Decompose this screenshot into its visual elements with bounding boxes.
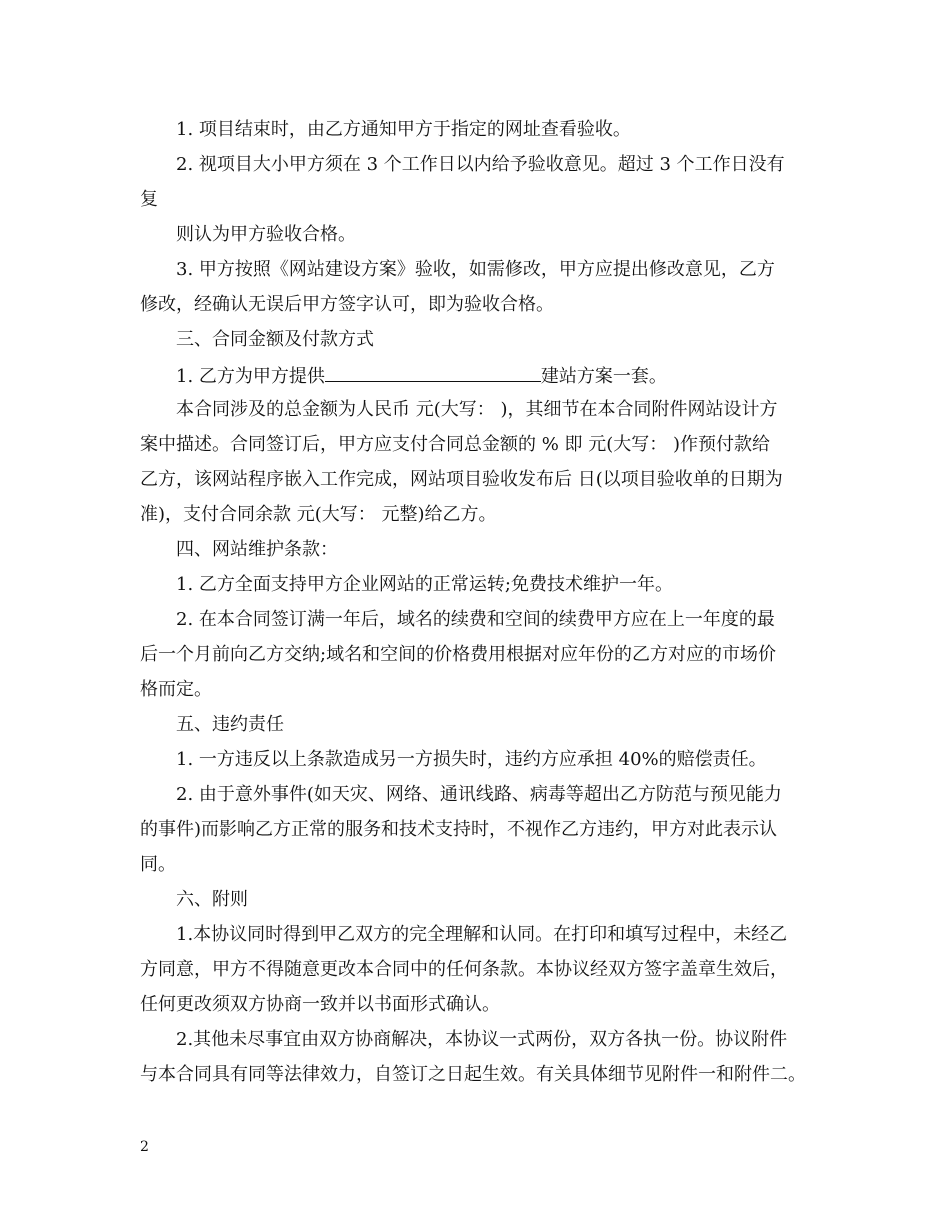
paragraph-line: 2. 在本合同签订满一年后，域名的续费和空间的续费甲方应在上一年度的最	[176, 609, 775, 630]
line-text: 1. 乙方为甲方提供	[176, 366, 325, 387]
paragraph-line: 3. 甲方按照《网站建设方案》验收，如需修改，甲方应提出修改意见，乙方	[176, 259, 775, 280]
section-heading: 四、网站维护条款：	[176, 539, 338, 560]
paragraph-line: 同。	[140, 854, 176, 875]
paragraph-line: 准)，支付合同余款 元(大写： 元整)给乙方。	[140, 504, 497, 525]
paragraph-line: 乙方，该网站程序嵌入工作完成，网站项目验收发布后 日(以项目验收单的日期为	[140, 469, 783, 490]
page-number: 2	[140, 1139, 149, 1155]
paragraph-line: 的事件)而影响乙方正常的服务和技术支持时，不视作乙方违约，甲方对此表示认	[140, 819, 778, 840]
paragraph-line: 格而定。	[140, 679, 212, 700]
paragraph-line: 1.本协议同时得到甲乙双方的完全理解和认同。在打印和填写过程中，未经乙	[176, 924, 788, 945]
paragraph-line: 2. 视项目大小甲方须在 3 个工作日以内给予验收意见。超过 3 个工作日没有	[176, 154, 785, 175]
paragraph-line: 与本合同具有同等法律效力，自签订之日起生效。有关具体细节见附件一和附件二。	[140, 1064, 806, 1085]
paragraph-line	[176, 363, 866, 389]
section-heading: 六、附则	[176, 889, 248, 910]
paragraph-line: 方同意，甲方不得随意更改本合同中的任何条款。本协议经双方签字盖章生效后，	[140, 959, 788, 980]
section-heading: 三、合同金额及付款方式	[176, 329, 374, 350]
line-text: 建站方案一套。	[540, 366, 667, 387]
paragraph-line: 1. 一方违反以上条款造成另一方损失时，违约方应承担 40%的赔偿责任。	[176, 749, 767, 770]
paragraph-line: 案中描述。合同签订后，甲方应支付合同总金额的 % 即 元(大写： )作预付款给	[140, 434, 771, 455]
section-heading: 五、违约责任	[176, 714, 284, 735]
paragraph-line: 1. 项目结束时，由乙方通知甲方于指定的网址查看验收。	[176, 119, 631, 140]
paragraph-line: 本合同涉及的总金额为人民币 元(大写： )，其细节在本合同附件网站设计方	[176, 399, 778, 420]
paragraph-line: 任何更改须双方协商一致并以书面形式确认。	[140, 994, 500, 1015]
paragraph-line: 修改，经确认无误后甲方签字认可，即为验收合格。	[140, 294, 554, 315]
paragraph-line: 2.其他未尽事宜由双方协商解决，本协议一式两份，双方各执一份。协议附件	[176, 1029, 788, 1050]
paragraph-line: 1. 乙方全面支持甲方企业网站的正常运转;免费技术维护一年。	[176, 574, 673, 595]
fill-in-blank	[325, 363, 541, 382]
paragraph-line: 则认为甲方验收合格。	[176, 224, 356, 245]
paragraph-line: 后一个月前向乙方交纳;域名和空间的价格费用根据对应年份的乙方对应的市场价	[140, 644, 777, 665]
paragraph-line: 复	[140, 189, 158, 210]
paragraph-line: 2. 由于意外事件(如天灾、网络、通讯线路、病毒等超出乙方防范与预见能力	[176, 784, 782, 805]
